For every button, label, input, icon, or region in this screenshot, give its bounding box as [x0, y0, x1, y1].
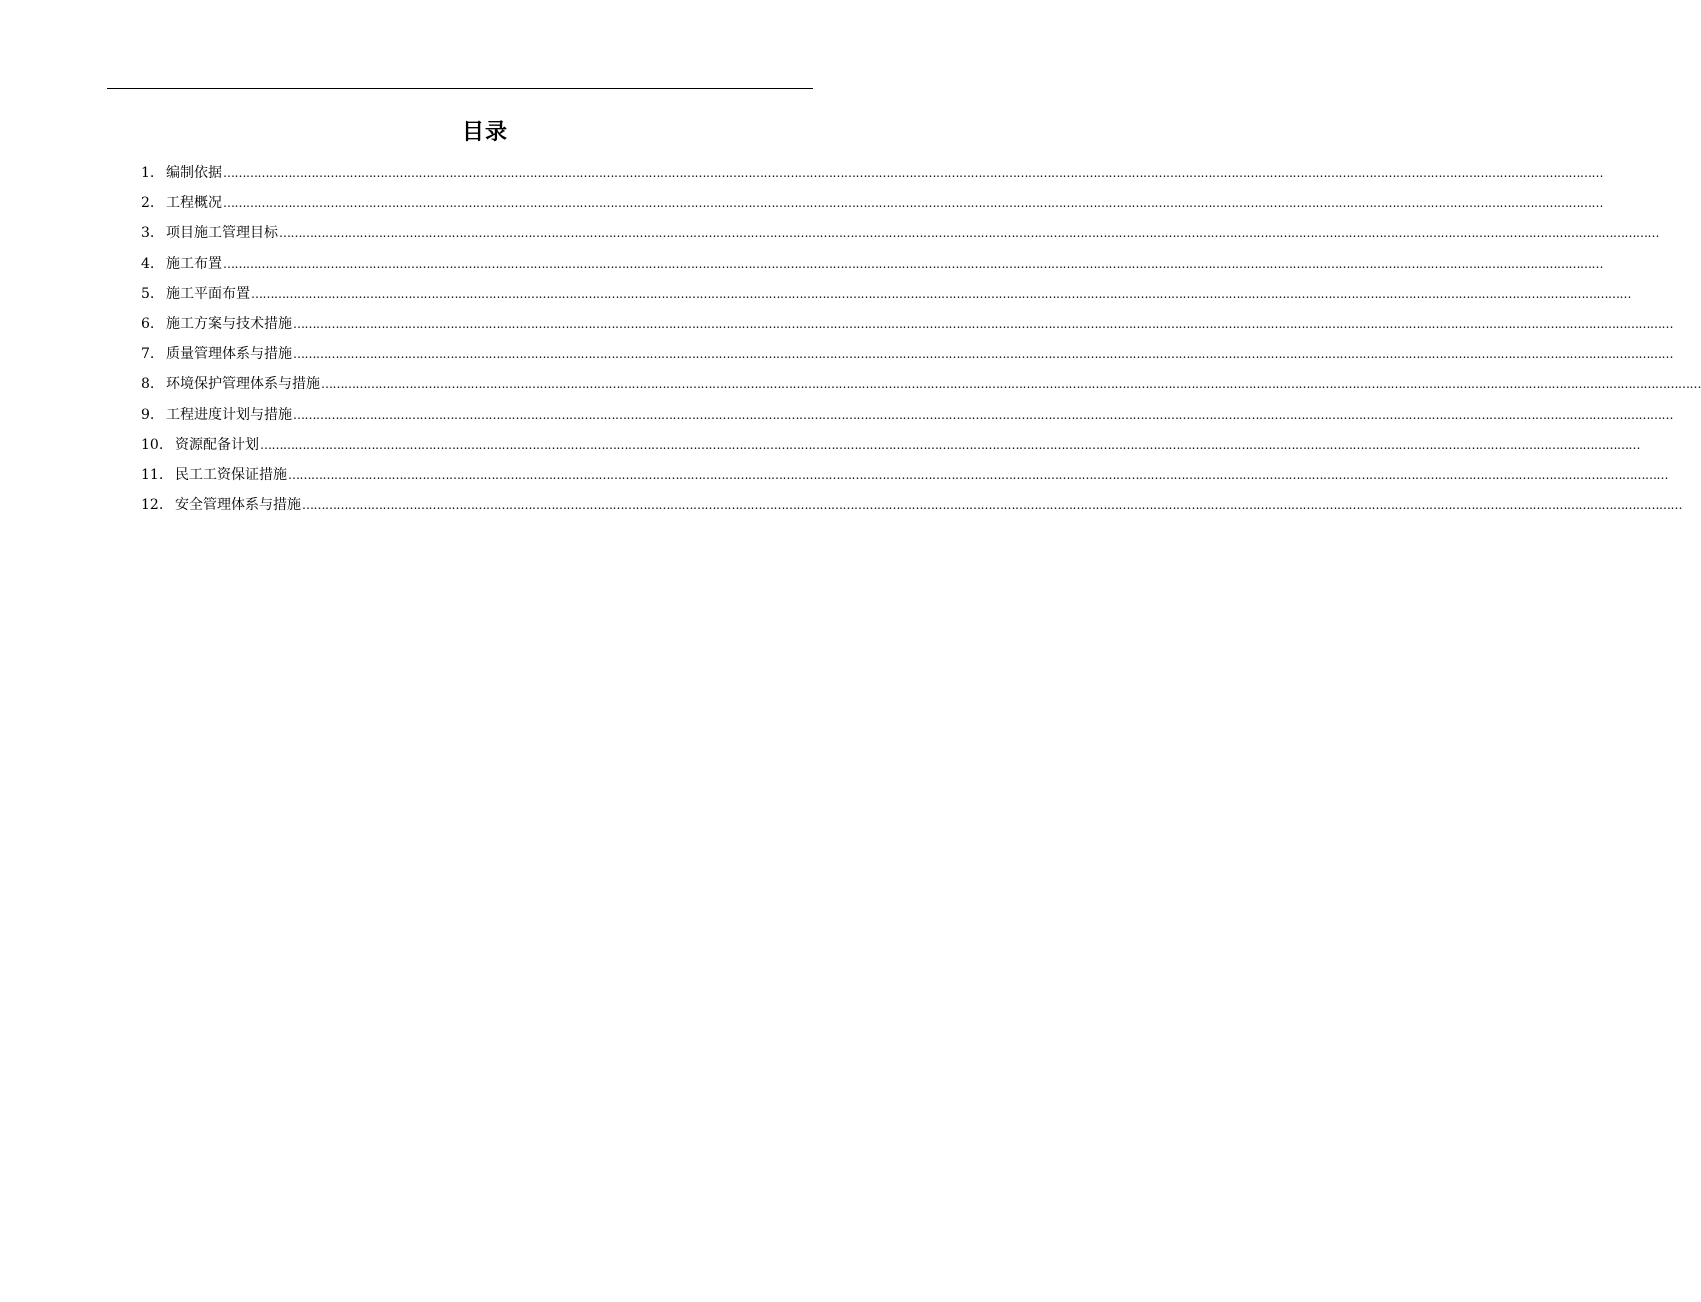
toc-entry-text: 工程进度计划与措施: [166, 406, 292, 423]
toc-leader-dots: ………………………………………………………………………………………………………………………………………………………………………………………………………………………………………………………………………………………………………………………………: [293, 407, 1673, 422]
toc-entry-number: 7.: [141, 346, 155, 363]
toc-entry-text: 编制依据: [166, 165, 222, 181]
toc-entry-number: 2.: [141, 195, 155, 212]
toc-entry-text: 项目施工管理目标: [166, 225, 278, 242]
toc-leader-dots: ………………………………………………………………………………………………………………………………………………………………………………………………………………………………………………………………………………………………………………………………: [293, 316, 1673, 331]
toc-leader-dots: ………………………………………………………………………………………………………………………………………………………………………………………………………………………………………………………………………………………………………………………………: [279, 226, 1659, 241]
toc-entry[interactable]: [141, 400, 1673, 430]
toc-entry-number: 10.: [141, 436, 164, 453]
toc-entry-number: 4.: [141, 255, 155, 272]
toc-entry-number: 12.: [141, 497, 164, 514]
toc-entry-number: 1.: [141, 165, 155, 181]
toc-entry-text: 工程概况: [166, 195, 222, 212]
toc-entry[interactable]: [141, 249, 1603, 279]
toc-entry-text: 施工布置: [166, 255, 222, 272]
toc-entry-text: 环境保护管理体系与措施: [166, 376, 320, 393]
toc-entry[interactable]: [141, 309, 1673, 339]
toc-entry[interactable]: [141, 369, 1701, 399]
toc-entry[interactable]: [141, 218, 1659, 248]
toc-entry[interactable]: [141, 460, 1668, 490]
toc-entry[interactable]: [141, 339, 1673, 369]
toc-entry[interactable]: [141, 188, 1603, 218]
toc-leader-dots: ………………………………………………………………………………………………………………………………………………………………………………………………………………………………………………………………………………………………………………………………: [321, 377, 1701, 392]
toc-leader-dots: ………………………………………………………………………………………………………………………………………………………………………………………………………………………………………………………………………………………………………………………………: [293, 347, 1673, 362]
toc-entry-text: 安全管理体系与措施: [175, 497, 301, 514]
page-title: 目录: [461, 120, 508, 145]
toc-leader-dots: ………………………………………………………………………………………………………………………………………………………………………………………………………………………………………………………………………………………………………………………………: [223, 256, 1603, 271]
toc-entry[interactable]: [141, 158, 1603, 188]
toc-leader-dots: ………………………………………………………………………………………………………………………………………………………………………………………………………………………………………………………………………………………………………………………………: [302, 498, 1682, 513]
toc-entry-number: 6.: [141, 315, 155, 332]
toc-leader-dots: ………………………………………………………………………………………………………………………………………………………………………………………………………………………………………………………………………………………………………………………………: [223, 166, 1603, 180]
toc-entry-number: 9.: [141, 406, 155, 423]
toc-leader-dots: ………………………………………………………………………………………………………………………………………………………………………………………………………………………………………………………………………………………………………………………………: [251, 286, 1631, 301]
header-rule: [107, 88, 813, 89]
toc-entry[interactable]: [141, 279, 1631, 309]
toc-entry-text: 民工工资保证措施: [175, 466, 287, 483]
toc-entry-text: 质量管理体系与措施: [166, 346, 292, 363]
toc-leader-dots: ………………………………………………………………………………………………………………………………………………………………………………………………………………………………………………………………………………………………………………………………: [288, 467, 1668, 482]
toc-entry-number: 5.: [141, 285, 155, 302]
toc-entry-number: 11.: [141, 466, 164, 483]
table-of-contents: [141, 158, 1701, 520]
toc-entry-number: 3.: [141, 225, 155, 242]
toc-entry-text: 施工方案与技术措施: [166, 315, 292, 332]
toc-entry[interactable]: [141, 490, 1682, 520]
toc-entry-text: 资源配备计划: [175, 436, 259, 453]
toc-leader-dots: ………………………………………………………………………………………………………………………………………………………………………………………………………………………………………………………………………………………………………………………………: [223, 196, 1603, 211]
toc-entry-text: 施工平面布置: [166, 285, 250, 302]
toc-leader-dots: ………………………………………………………………………………………………………………………………………………………………………………………………………………………………………………………………………………………………………………………………: [260, 437, 1640, 452]
toc-entry[interactable]: [141, 430, 1640, 460]
toc-entry-number: 8.: [141, 376, 155, 393]
